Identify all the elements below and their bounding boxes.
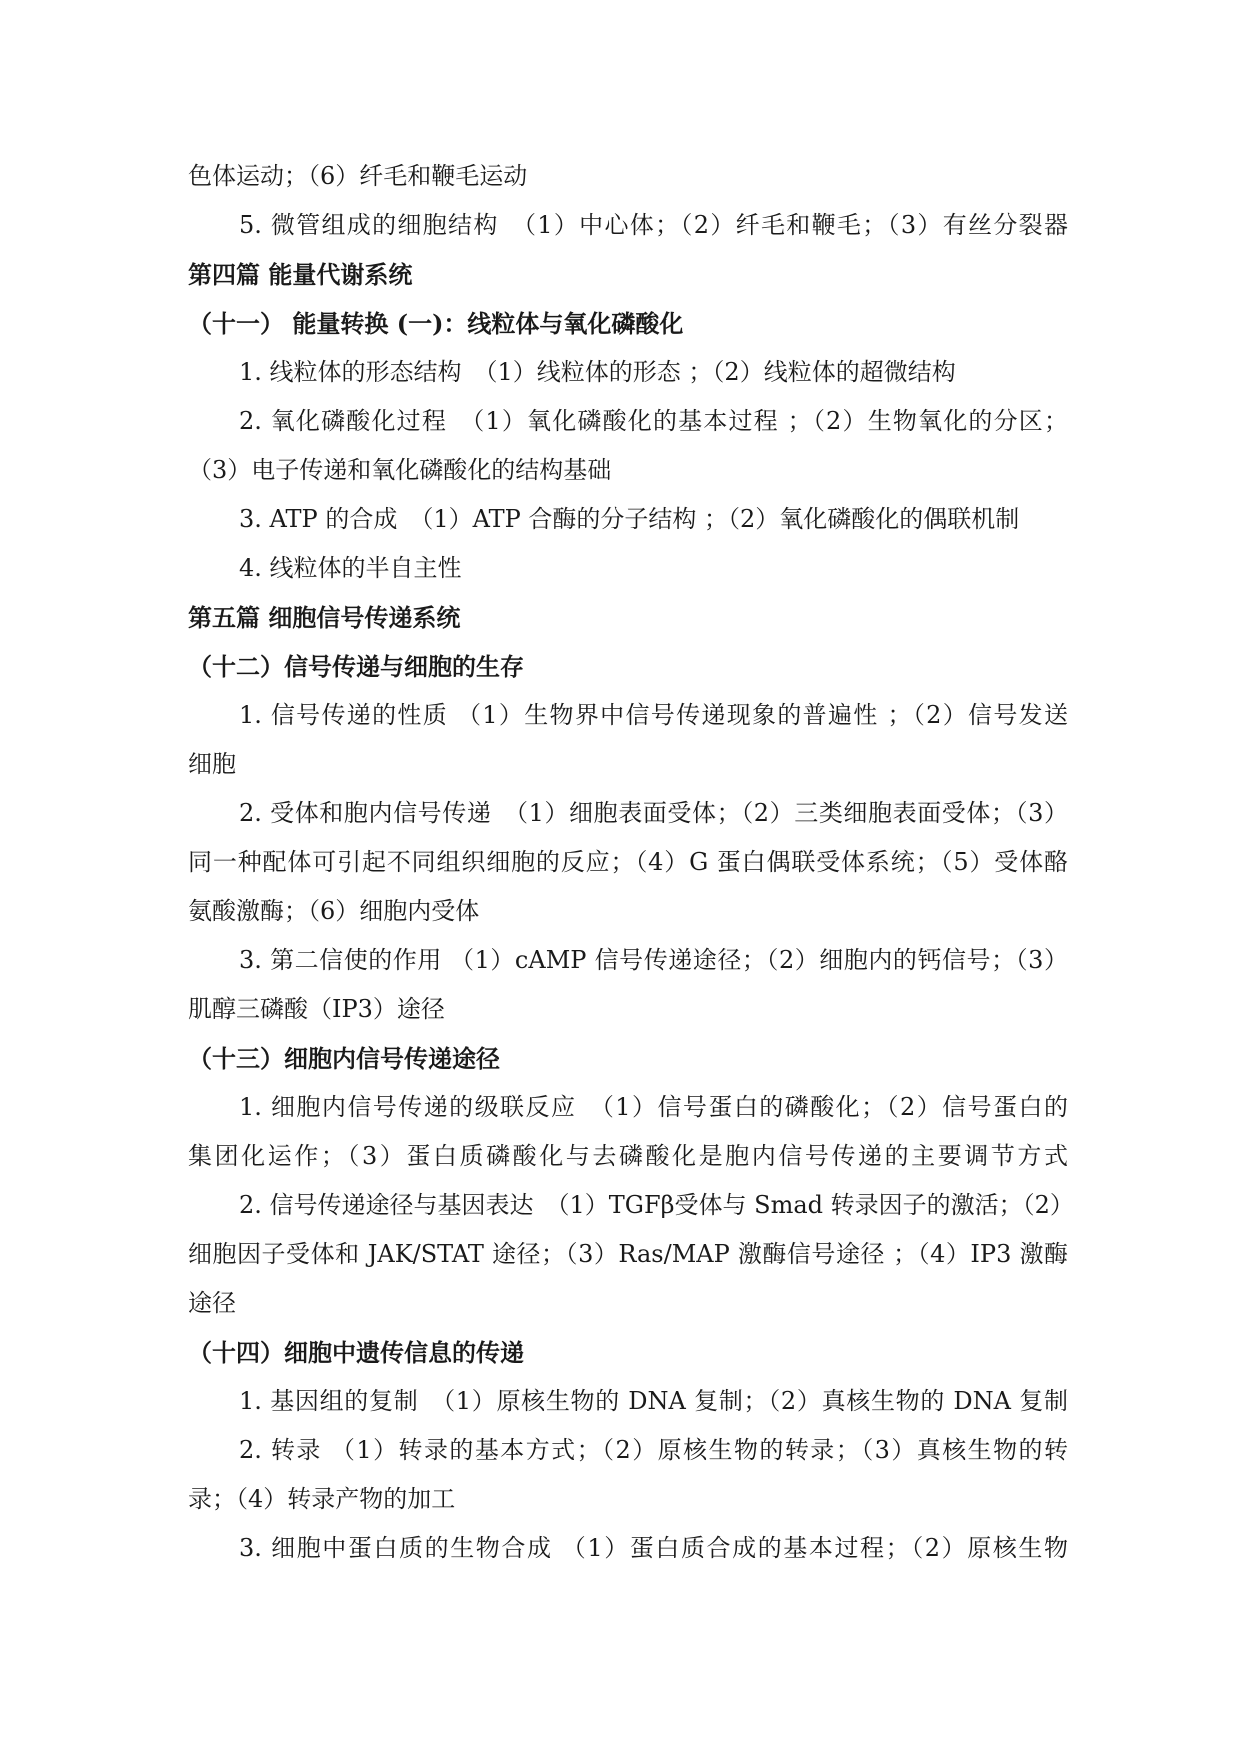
text-line: 细胞 <box>188 750 236 778</box>
section-heading: 第五篇 细胞信号传递系统 <box>188 603 461 632</box>
section-heading: 第四篇 能量代谢系统 <box>188 260 413 289</box>
section-heading: （十二）信号传递与细胞的生存 <box>188 652 524 681</box>
text-line: 色体运动；（6）纤毛和鞭毛运动 <box>188 162 528 190</box>
text-line: 3. ATP 的合成 （1）ATP 合酶的分子结构 ；（2）氧化磷酸化的偶联机制 <box>239 505 1020 533</box>
text-line: 1. 线粒体的形态结构 （1）线粒体的形态 ；（2）线粒体的超微结构 <box>239 358 956 386</box>
text-line: 2. 受体和胞内信号传递 （1）细胞表面受体；（2）三类细胞表面受体；（3） <box>239 799 1068 827</box>
text-line: 2. 氧化磷酸化过程 （1）氧化磷酸化的基本过程 ；（2）生物氧化的分区； <box>239 407 1068 435</box>
text-line: 同一种配体可引起不同组织细胞的反应；（4）G 蛋白偶联受体系统；（5）受体酪 <box>188 848 1068 876</box>
text-line: 4. 线粒体的半自主性 <box>239 554 462 582</box>
section-heading: （十三）细胞内信号传递途径 <box>188 1044 500 1073</box>
text-line: 集团化运作；（3）蛋白质磷酸化与去磷酸化是胞内信号传递的主要调节方式 <box>188 1142 1068 1170</box>
section-heading: （十四）细胞中遗传信息的传递 <box>188 1338 524 1367</box>
text-line: 1. 基因组的复制 （1）原核生物的 DNA 复制；（2）真核生物的 DNA 复制 <box>239 1387 1068 1415</box>
text-line: 途径 <box>188 1289 236 1317</box>
text-line: 1. 信号传递的性质 （1）生物界中信号传递现象的普遍性 ；（2）信号发送 <box>239 701 1068 729</box>
text-line: 5. 微管组成的细胞结构 （1）中心体；（2）纤毛和鞭毛；（3）有丝分裂器 <box>239 211 1068 239</box>
text-line: 2. 信号传递途径与基因表达 （1）TGFβ受体与 Smad 转录因子的激活；（2） <box>239 1191 1074 1219</box>
text-line: 录；（4）转录产物的加工 <box>188 1485 456 1513</box>
text-line: 氨酸激酶；（6）细胞内受体 <box>188 897 480 925</box>
text-line: 细胞因子受体和 JAK/STAT 途径；（3）Ras/MAP 激酶信号途径 ；（4）IP3 激酶 <box>188 1240 1068 1268</box>
text-line: 1. 细胞内信号传递的级联反应 （1）信号蛋白的磷酸化；（2）信号蛋白的 <box>239 1093 1068 1121</box>
text-line: 2. 转录 （1）转录的基本方式；（2）原核生物的转录；（3）真核生物的转 <box>239 1436 1068 1464</box>
section-heading: （十一） 能量转换 (一)：线粒体与氧化磷酸化 <box>188 309 684 338</box>
text-line: 3. 细胞中蛋白质的生物合成 （1）蛋白质合成的基本过程；（2）原核生物 <box>239 1534 1068 1562</box>
text-line: 肌醇三磷酸（IP3）途径 <box>188 995 445 1023</box>
document-page <box>188 152 1074 1573</box>
text-line: 3. 第二信使的作用 （1）cAMP 信号传递途径；（2）细胞内的钙信号；（3） <box>239 946 1068 974</box>
text-line: （3）电子传递和氧化磷酸化的结构基础 <box>188 456 612 484</box>
